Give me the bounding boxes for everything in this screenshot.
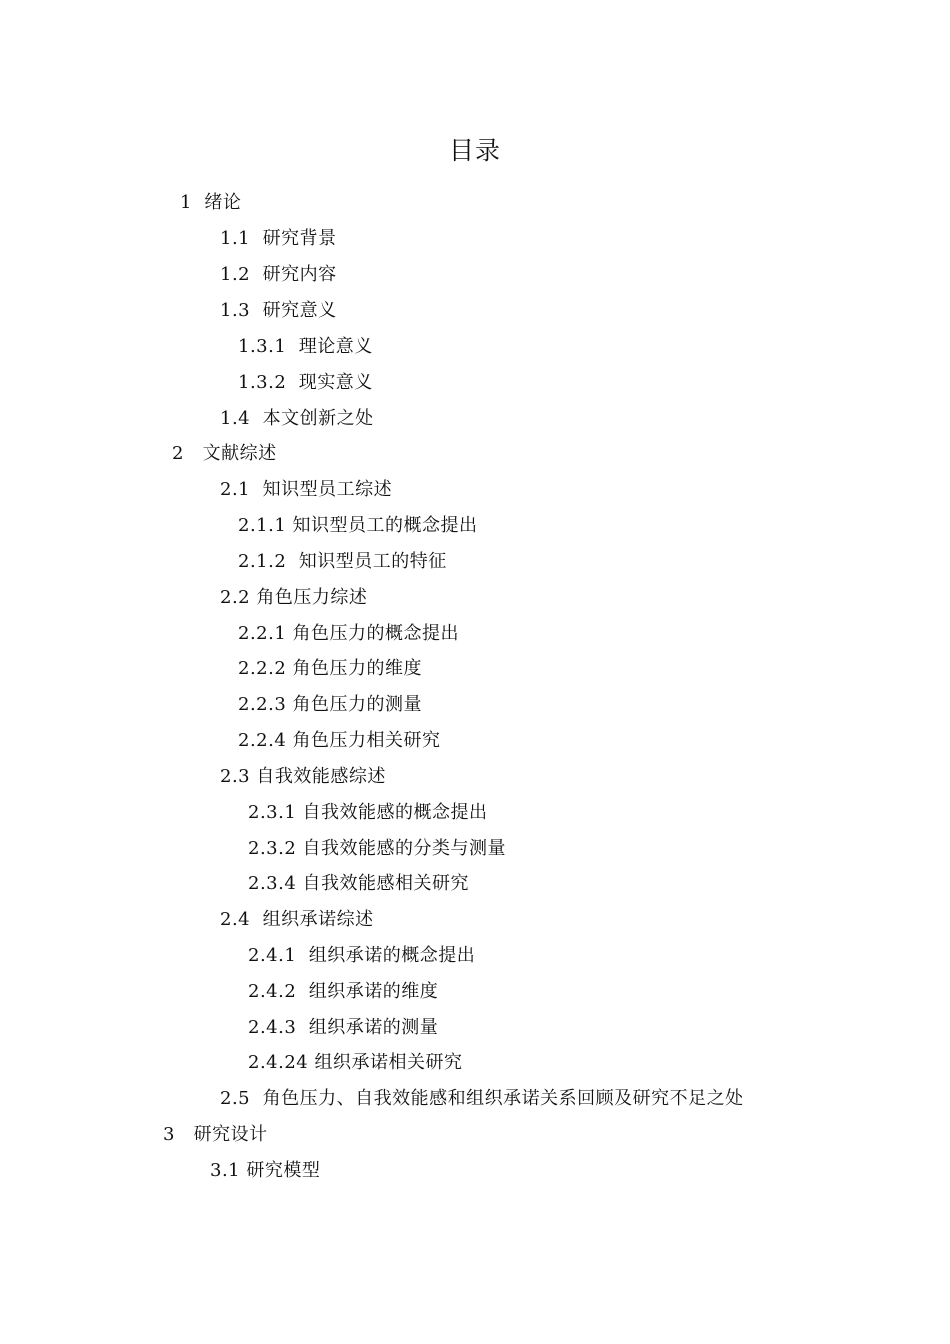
toc-entry[interactable]: 1.2 研究内容 xyxy=(220,264,337,285)
toc-entry[interactable]: 2.4.2 组织承诺的维度 xyxy=(248,981,439,1002)
toc-title: 目录 xyxy=(448,136,501,165)
toc-entry[interactable]: 2.3.4 自我效能感相关研究 xyxy=(248,873,470,894)
toc-entry[interactable]: 2.3 自我效能感综述 xyxy=(220,766,386,787)
toc-entry[interactable]: 2.4.3 组织承诺的测量 xyxy=(248,1017,439,1038)
toc-entry[interactable]: 2.1 知识型员工综述 xyxy=(220,479,393,500)
toc-entry[interactable]: 2.4.1 组织承诺的概念提出 xyxy=(248,945,476,966)
toc-entry[interactable]: 1.3.2 现实意义 xyxy=(238,372,373,393)
toc-entry[interactable]: 2.4 组织承诺综述 xyxy=(220,909,374,930)
toc-entry[interactable]: 1.3.1 理论意义 xyxy=(238,336,373,357)
toc-entry[interactable]: 2.5 角色压力、自我效能感和组织承诺关系回顾及研究不足之处 xyxy=(220,1088,744,1109)
toc-entry[interactable]: 2.2.3 角色压力的测量 xyxy=(238,694,423,715)
toc-entry[interactable]: 1.3 研究意义 xyxy=(220,300,337,321)
toc-entry[interactable]: 1.4 本文创新之处 xyxy=(220,408,374,429)
toc-entry[interactable]: 3.1 研究模型 xyxy=(210,1160,321,1181)
toc-entry[interactable]: 1.1 研究背景 xyxy=(220,228,337,249)
toc-entry[interactable]: 2.1.1 知识型员工的概念提出 xyxy=(238,515,478,536)
toc-entry[interactable]: 2.3.2 自我效能感的分类与测量 xyxy=(248,838,507,859)
toc-entry[interactable]: 2.2.1 角色压力的概念提出 xyxy=(238,623,460,644)
toc-entry[interactable]: 2.1.2 知识型员工的特征 xyxy=(238,551,447,572)
toc-entry[interactable]: 2.2.2 角色压力的维度 xyxy=(238,658,423,679)
toc-entry[interactable]: 2.4.24 组织承诺相关研究 xyxy=(248,1052,463,1073)
toc-entry[interactable]: 1 绪论 xyxy=(180,192,242,213)
toc-entry[interactable]: 3 研究设计 xyxy=(163,1124,268,1145)
toc-entry[interactable]: 2.2 角色压力综述 xyxy=(220,587,368,608)
toc-entry[interactable]: 2 文献综述 xyxy=(172,443,277,464)
toc-entry[interactable]: 2.3.1 自我效能感的概念提出 xyxy=(248,802,488,823)
toc-entry[interactable]: 2.2.4 角色压力相关研究 xyxy=(238,730,441,751)
